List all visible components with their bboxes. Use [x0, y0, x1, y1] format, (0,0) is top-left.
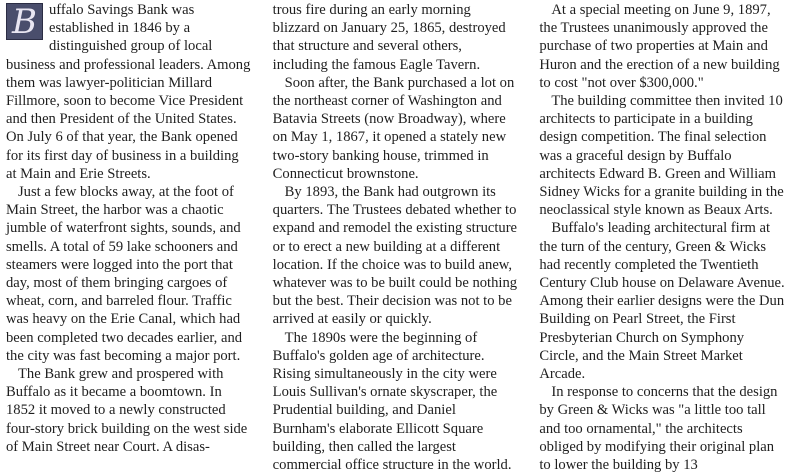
paragraph: Just a few blocks away, at the foot of Main Street, the harbor was a chaotic jumble of waterfront sights, sounds, and smells. A total of 59 lake schooners and steamers were logged into the port that day, most of them bringing cargoes of wheat, corn, and barreled flour. Traffic was heavy on the Erie Canal, which had been completed two decades earlier, and the city was fast becoming a major port. — [6, 184, 243, 364]
column-1 — [6, 0, 253, 462]
paragraph: At a special meeting on June 9, 1897, the Trustees unanimously approved the purchase of two properties at Main and Huron and the erection of a new building to cost "not over $300,000." — [539, 2, 780, 91]
paragraph: trous fire during an early morning blizzard on January 25, 1865, destroyed that structure and several others, including the famous Eagle Tavern. — [272, 2, 506, 73]
column-2 — [272, 0, 520, 474]
paragraph: The 1890s were the beginning of Buffalo's golden age of architecture. Rising simultaneously in the city were Louis Sullivan's ornate skyscraper, the Prudential building, and Daniel Burnham's elaborate Ellicott Square building, then called the largest commercial office structure in the world. — [272, 329, 512, 474]
drop-cap-initial: B — [6, 3, 43, 40]
paragraph: In response to concerns that the design by Green & Wicks was "a little too tall and too ornamental," the architects obliged by modifying their original plan to lower the building by 13 — [539, 384, 778, 474]
paragraph: By 1893, the Bank had outgrown its quarters. The Trustees debated whether to expand and remodel the existing structure or to erect a new building at a different location. If the choice was to build anew, whatever was to be built could be nothing but the best. Their decision was not to be arrived at easily or quickly. — [272, 184, 518, 328]
paragraph-text: uffalo Savings Bank was established in 1846 by a distinguished group of local business and professional leaders. Among them was lawyer-politician Millard Fillmore, soon to become Vice President and then President of the United States. On July 6 of that year, the Bank opened for its first day of business in a building at Main and Erie Streets. — [6, 2, 251, 182]
column-3 — [539, 0, 786, 474]
paragraph: Soon after, the Bank purchased a lot on the northeast corner of Washington and Batavia Streets (now Broadway), where on May 1, 1867, it opened a stately new two-story banking house, trimmed in Connecticut brownstone. — [272, 74, 515, 182]
paragraph: The building committee then invited 10 architects to participate in a building design competition. The final selection was a graceful design by Buffalo architects Edward B. Green and William Sidney Wicks for a granite building in the neoclassical style known as Beaux Arts. — [539, 93, 784, 219]
paragraph — [6, 1, 253, 183]
paragraph: The Bank grew and prospered with Buffalo as it became a boomtown. In 1852 it moved to a newly constructed four-story brick building on the west side of Main Street near Court. A disas- — [6, 366, 248, 455]
paragraph: Buffalo's leading architectural firm at the turn of the century, Green & Wicks had recently completed the Twentieth Century Club house on Delaware Avenue. Among their earlier designs were the Dun Building on Pearl Street, the First Presbyterian Church on Symphony Circle, and the Main Street Market Arcade. — [539, 220, 785, 383]
